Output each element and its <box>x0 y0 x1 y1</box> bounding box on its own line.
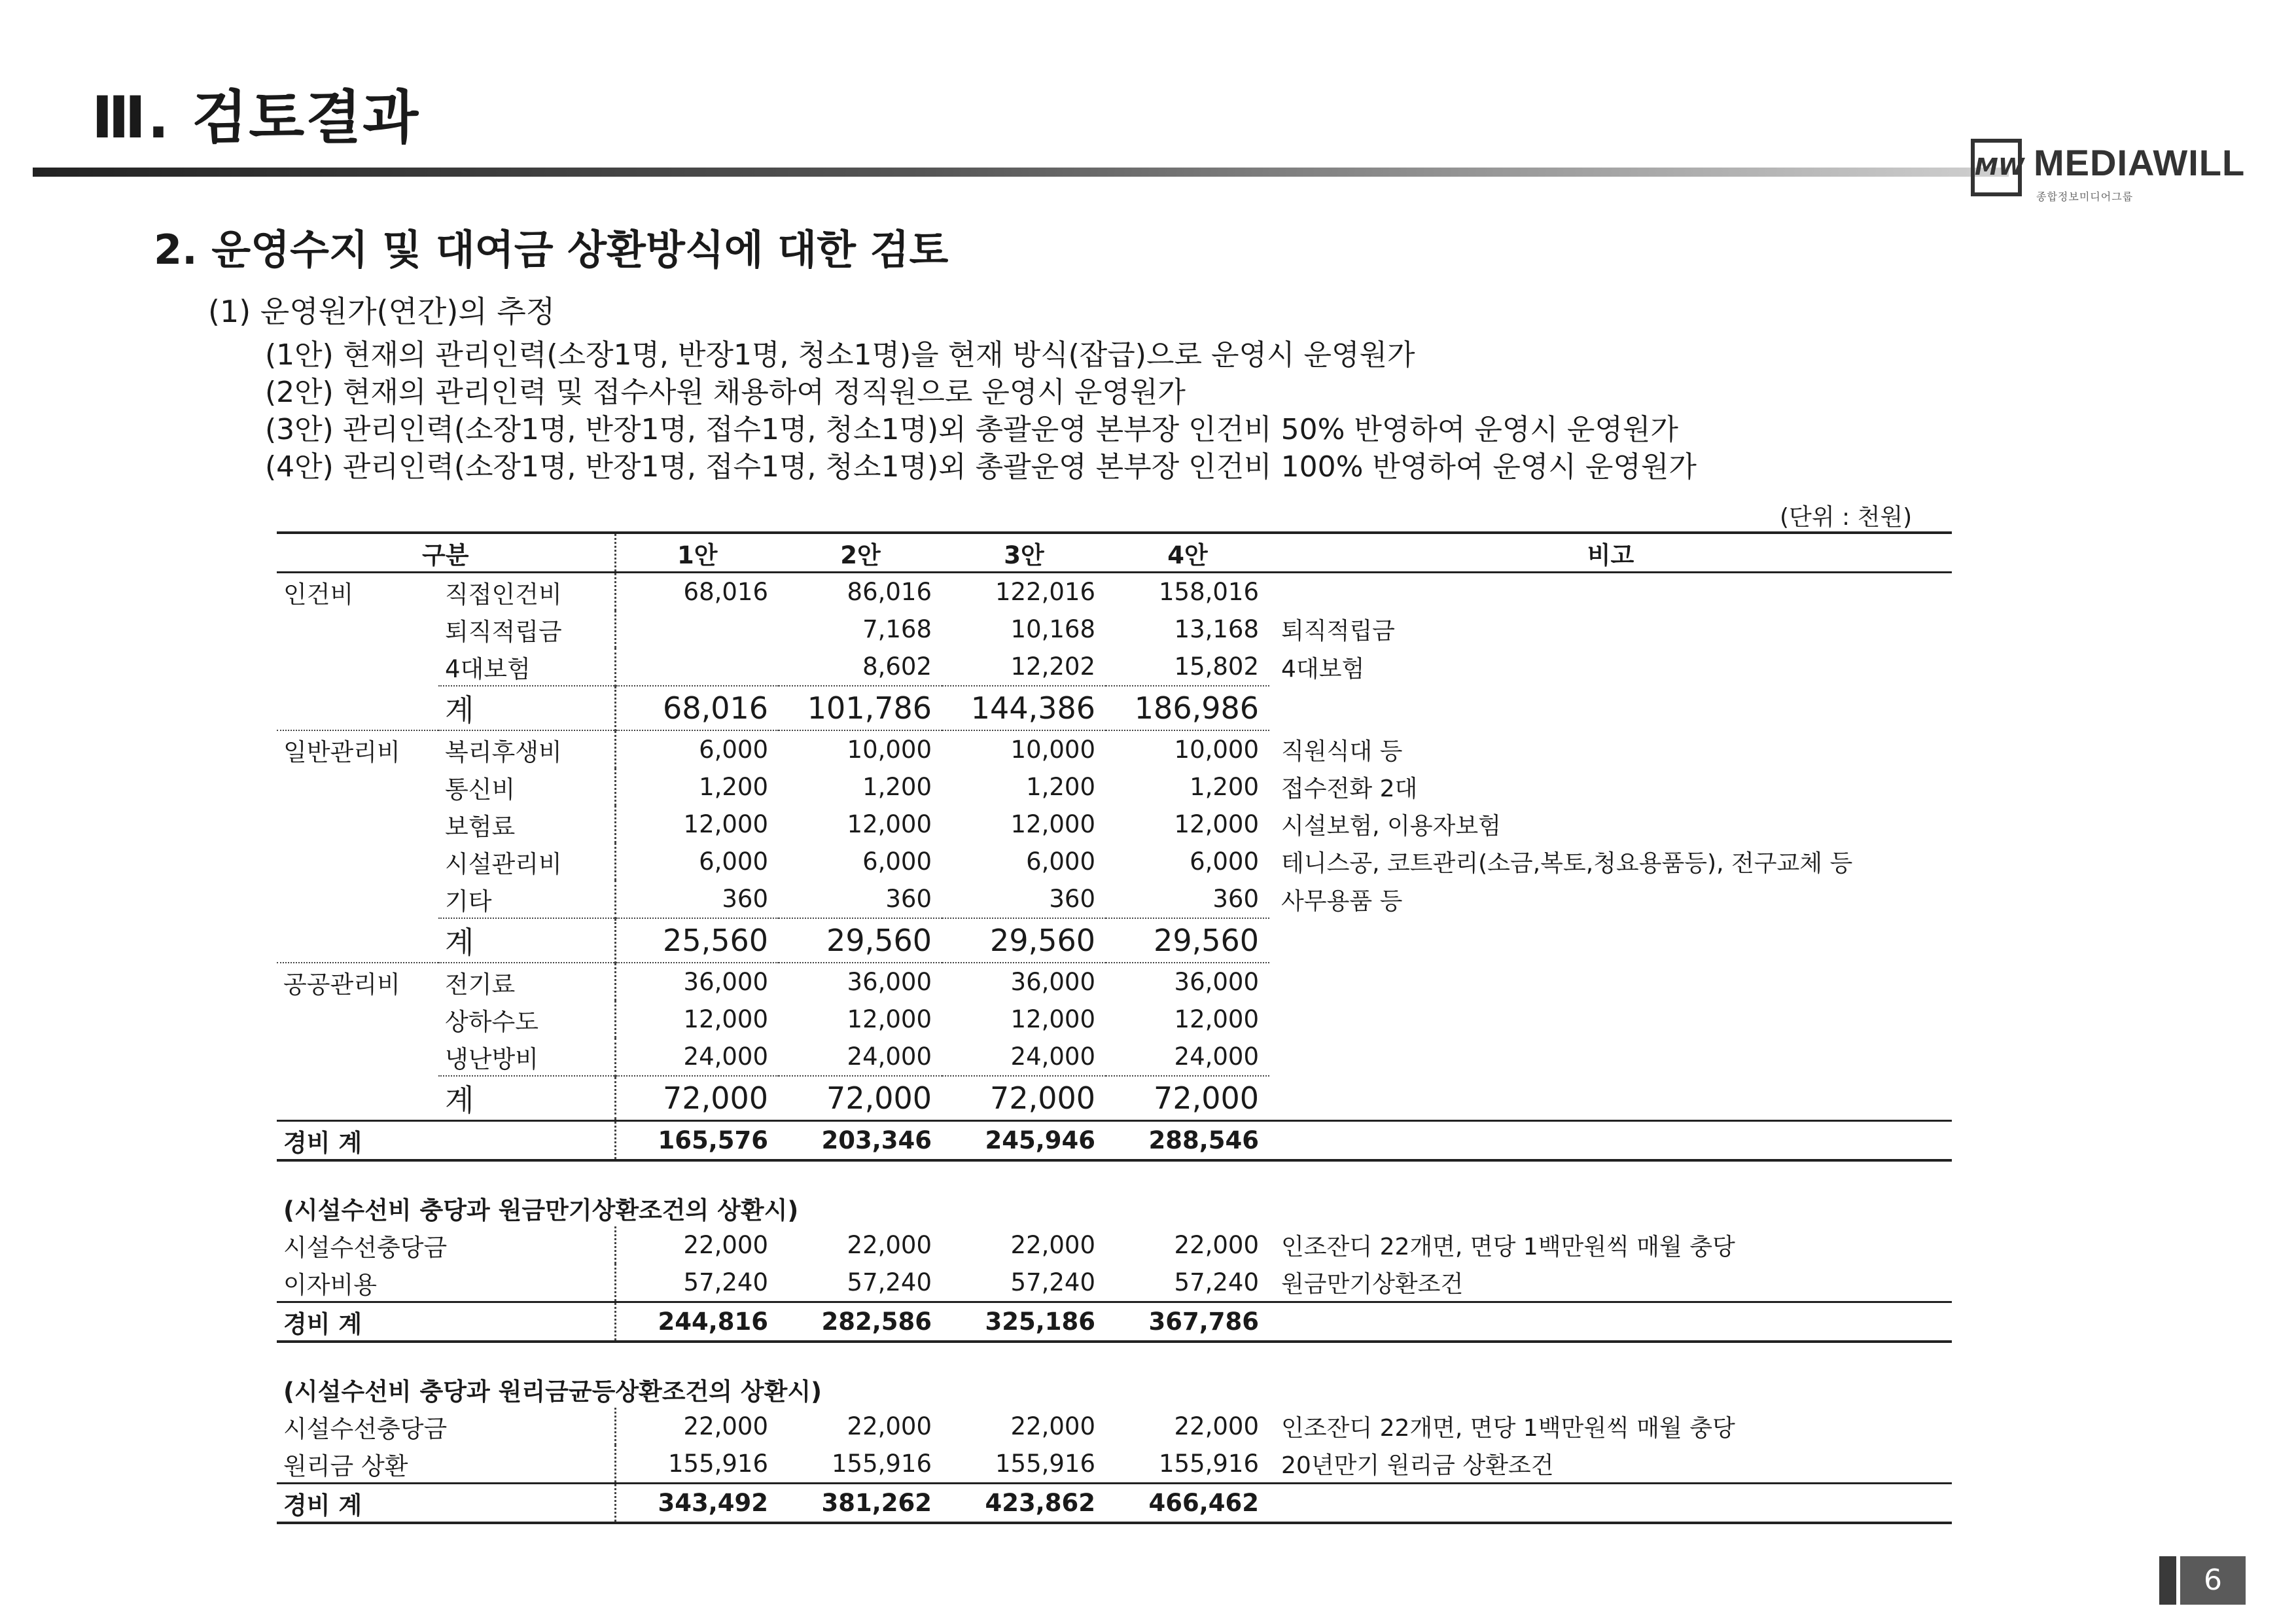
item-label: 전기료 <box>445 970 516 999</box>
value-option-3: 6,000 <box>1026 847 1096 876</box>
value-option-2: 86,016 <box>847 578 932 606</box>
table-row <box>277 611 1952 648</box>
item-label: 기타 <box>445 887 492 916</box>
value-option-1: 12,000 <box>615 806 779 843</box>
item-label: 냉난방비 <box>445 1044 539 1073</box>
item-label: 퇴직적립금 <box>445 617 562 646</box>
value-option-3: 72,000 <box>942 1076 1106 1121</box>
value-option-1: 57,240 <box>615 1264 779 1302</box>
total-label: 경비 계 <box>277 1302 615 1342</box>
subtotal-row <box>277 918 1952 963</box>
value-option-4: 12,000 <box>1174 1005 1260 1033</box>
table-row <box>277 1226 1952 1264</box>
table-row <box>277 1408 1952 1445</box>
value-option-2: 203,346 <box>779 1121 942 1161</box>
value-option-3: 57,240 <box>1010 1268 1096 1296</box>
value-option-3: 122,016 <box>995 578 1096 606</box>
note-cell: 퇴직적립금 <box>1281 618 1395 645</box>
table-row <box>277 1264 1952 1302</box>
value-option-1: 36,000 <box>615 963 779 1001</box>
total-row <box>277 1121 1952 1161</box>
scenario-title-row <box>277 1189 1952 1226</box>
value-option-4: 288,546 <box>1106 1121 1269 1161</box>
table-header-row <box>277 533 1952 573</box>
note-cell: 사무용품 등 <box>1281 887 1403 915</box>
value-option-1: 68,016 <box>615 573 779 611</box>
value-option-4: 22,000 <box>1174 1231 1260 1259</box>
logo-mark: MW <box>1971 139 2022 196</box>
table-row <box>277 768 1952 806</box>
logo-subtitle: 종합정보미디어그룹 <box>2036 190 2134 203</box>
subtotal-label: 계 <box>438 1076 615 1121</box>
page-title: Ⅲ. 검토결과 <box>92 84 420 151</box>
table-row <box>277 730 1952 768</box>
option-1: (1안) 현재의 관리인력(소장1명, 반장1명, 청소1명)을 현재 방식(잡급)으로 운영시 운영원가 <box>265 338 1415 372</box>
item-label: 상하수도 <box>445 1007 539 1036</box>
item-label: 시설수선충당금 <box>283 1414 448 1443</box>
scenario-1-title: (시설수선비 충당과 원금만기상환조건의 상환시) <box>283 1196 799 1224</box>
value-option-3: 360 <box>1049 885 1096 913</box>
value-option-2: 381,262 <box>779 1484 942 1524</box>
value-option-4: 10,000 <box>1174 736 1260 764</box>
company-logo <box>1971 139 2246 207</box>
value-option-1: 68,016 <box>615 686 779 730</box>
note-cell: 원금만기상환조건 <box>1281 1271 1464 1298</box>
value-option-1: 22,000 <box>615 1408 779 1445</box>
total-row <box>277 1302 1952 1342</box>
value-option-4: 13,168 <box>1174 615 1260 643</box>
value-option-1: 343,492 <box>615 1484 779 1524</box>
value-option-2: 282,586 <box>779 1302 942 1342</box>
value-option-1: 155,916 <box>615 1445 779 1484</box>
value-option-4: 6,000 <box>1190 847 1260 876</box>
value-option-4: 12,000 <box>1174 810 1260 838</box>
page-badge-bar <box>2159 1556 2176 1605</box>
value-option-2: 22,000 <box>847 1412 932 1440</box>
value-option-2: 360 <box>885 885 932 913</box>
item-label: 직접인건비 <box>445 580 562 609</box>
cost-table <box>277 531 1952 1524</box>
value-option-3: 24,000 <box>1010 1043 1096 1071</box>
value-option-1: 22,000 <box>615 1226 779 1264</box>
value-option-4: 29,560 <box>1106 918 1269 963</box>
value-option-3: 1,200 <box>1026 773 1096 801</box>
value-option-3: 12,000 <box>1010 1005 1096 1033</box>
note-cell: 시설보험, 이용자보험 <box>1281 813 1501 840</box>
value-option-3: 22,000 <box>1010 1412 1096 1440</box>
item-label: 4대보험 <box>445 654 531 683</box>
option-3: (3안) 관리인력(소장1명, 반장1명, 접수1명, 청소1명)외 총괄운영 본부장 인건비 50% 반영하여 운영시 운영원가 <box>265 413 1678 446</box>
value-option-1: 360 <box>615 880 779 918</box>
note-cell: 20년만기 원리금 상환조건 <box>1281 1452 1554 1479</box>
value-option-1: 25,560 <box>615 918 779 963</box>
value-option-2: 8,602 <box>862 652 932 681</box>
table-row <box>277 1445 1952 1484</box>
group-label: 인건비 <box>283 580 354 609</box>
value-option-2: 7,168 <box>862 615 932 643</box>
table-row <box>277 1001 1952 1038</box>
value-option-3: 10,000 <box>1010 736 1096 764</box>
option-4: (4안) 관리인력(소장1명, 반장1명, 접수1명, 청소1명)외 총괄운영 본부장 인건비 100% 반영하여 운영시 운영원가 <box>265 450 1697 484</box>
value-option-4: 186,986 <box>1106 686 1269 730</box>
value-option-3: 12,202 <box>1010 652 1096 681</box>
value-option-2: 155,916 <box>832 1450 932 1478</box>
value-option-2: 101,786 <box>779 686 942 730</box>
note-cell: 인조잔디 22개면, 면당 1백만원씩 매월 충당 <box>1281 1415 1735 1442</box>
value-option-1 <box>615 648 779 686</box>
value-option-3: 325,186 <box>942 1302 1106 1342</box>
scenario-2-title: (시설수선비 충당과 원리금균등상환조건의 상환시) <box>283 1377 822 1406</box>
note-cell <box>1269 573 1952 611</box>
header-option-4: 4안 <box>1106 533 1269 573</box>
table-row <box>277 573 1952 611</box>
note-cell: 인조잔디 22개면, 면당 1백만원씩 매월 충당 <box>1281 1234 1735 1260</box>
group-label: 일반관리비 <box>283 738 400 766</box>
value-option-1: 165,576 <box>615 1121 779 1161</box>
group-label: 공공관리비 <box>283 970 400 999</box>
option-2: (2안) 현재의 관리인력 및 접수사원 채용하여 정직원으로 운영시 운영원가 <box>265 376 1186 409</box>
table-row <box>277 1038 1952 1076</box>
value-option-1: 6,000 <box>615 843 779 880</box>
value-option-2: 1,200 <box>862 773 932 801</box>
value-option-4: 158,016 <box>1159 578 1260 606</box>
table-row <box>277 880 1952 918</box>
value-option-4: 155,916 <box>1159 1450 1260 1478</box>
subtotal-label: 계 <box>438 918 615 963</box>
item-label: 이자비용 <box>283 1270 377 1299</box>
note-cell: 직원식대 등 <box>1281 738 1403 765</box>
value-option-2: 10,000 <box>847 736 932 764</box>
value-option-3: 12,000 <box>1010 810 1096 838</box>
value-option-4: 360 <box>1212 885 1260 913</box>
page-number: 6 <box>2180 1556 2246 1605</box>
table-row <box>277 843 1952 880</box>
value-option-3: 245,946 <box>942 1121 1106 1161</box>
title-divider <box>33 168 2009 177</box>
value-option-2: 12,000 <box>847 810 932 838</box>
item-label: 복리후생비 <box>445 738 562 766</box>
value-option-1: 6,000 <box>615 730 779 768</box>
table-row <box>277 806 1952 843</box>
total-row <box>277 1484 1952 1524</box>
total-label: 경비 계 <box>277 1484 615 1524</box>
note-cell: 4대보험 <box>1281 655 1365 683</box>
value-option-2: 72,000 <box>779 1076 942 1121</box>
value-option-1: 24,000 <box>615 1038 779 1076</box>
logo-name: MEDIAWILL <box>2034 142 2246 183</box>
table-row <box>277 963 1952 1001</box>
item-label: 시설수선충당금 <box>283 1233 448 1262</box>
total-label: 경비 계 <box>277 1121 615 1161</box>
unit-label: (단위 : 천원) <box>1780 504 1913 531</box>
value-option-4: 1,200 <box>1190 773 1260 801</box>
item-label: 보험료 <box>445 812 516 841</box>
value-option-4: 57,240 <box>1174 1268 1260 1296</box>
value-option-1: 72,000 <box>615 1076 779 1121</box>
table-row <box>277 648 1952 686</box>
value-option-2: 24,000 <box>847 1043 932 1071</box>
value-option-2: 29,560 <box>779 918 942 963</box>
value-option-2: 22,000 <box>847 1231 932 1259</box>
value-option-3: 423,862 <box>942 1484 1106 1524</box>
value-option-2: 6,000 <box>862 847 932 876</box>
value-option-1: 1,200 <box>615 768 779 806</box>
note-cell: 접수전화 2대 <box>1281 776 1418 802</box>
value-option-1 <box>615 611 779 648</box>
header-note: 비고 <box>1269 533 1952 573</box>
value-option-3: 10,168 <box>1010 615 1096 643</box>
header-category: 구분 <box>277 533 615 573</box>
header-option-1: 1안 <box>615 533 779 573</box>
value-option-4: 367,786 <box>1106 1302 1269 1342</box>
item-label: 시설관리비 <box>445 849 562 878</box>
subsection-title: (1) 운영원가(연간)의 추정 <box>208 294 556 329</box>
value-option-2: 12,000 <box>847 1005 932 1033</box>
value-option-2: 36,000 <box>847 968 932 996</box>
value-option-4: 24,000 <box>1174 1043 1260 1071</box>
item-label: 원리금 상환 <box>283 1452 408 1480</box>
value-option-1: 244,816 <box>615 1302 779 1342</box>
value-option-4: 72,000 <box>1106 1076 1269 1121</box>
value-option-4: 15,802 <box>1174 652 1260 681</box>
subtotal-row <box>277 686 1952 730</box>
value-option-2: 57,240 <box>847 1268 932 1296</box>
value-option-3: 155,916 <box>995 1450 1096 1478</box>
subtotal-row <box>277 1076 1952 1121</box>
value-option-3: 22,000 <box>1010 1231 1096 1259</box>
note-cell: 테니스공, 코트관리(소금,복토,청요용품등), 전구교체 등 <box>1281 850 1853 877</box>
value-option-1: 12,000 <box>615 1001 779 1038</box>
value-option-4: 22,000 <box>1174 1412 1260 1440</box>
header-option-2: 2안 <box>779 533 942 573</box>
value-option-4: 36,000 <box>1174 968 1260 996</box>
scenario-title-row <box>277 1370 1952 1408</box>
subtotal-label: 계 <box>438 686 615 730</box>
value-option-3: 36,000 <box>1010 968 1096 996</box>
value-option-3: 29,560 <box>942 918 1106 963</box>
section-title: 2. 운영수지 및 대여금 상환방식에 대한 검토 <box>154 226 949 274</box>
value-option-3: 144,386 <box>942 686 1106 730</box>
value-option-4: 466,462 <box>1106 1484 1269 1524</box>
page-number-badge <box>2159 1556 2246 1605</box>
header-option-3: 3안 <box>942 533 1106 573</box>
item-label: 통신비 <box>445 775 516 804</box>
